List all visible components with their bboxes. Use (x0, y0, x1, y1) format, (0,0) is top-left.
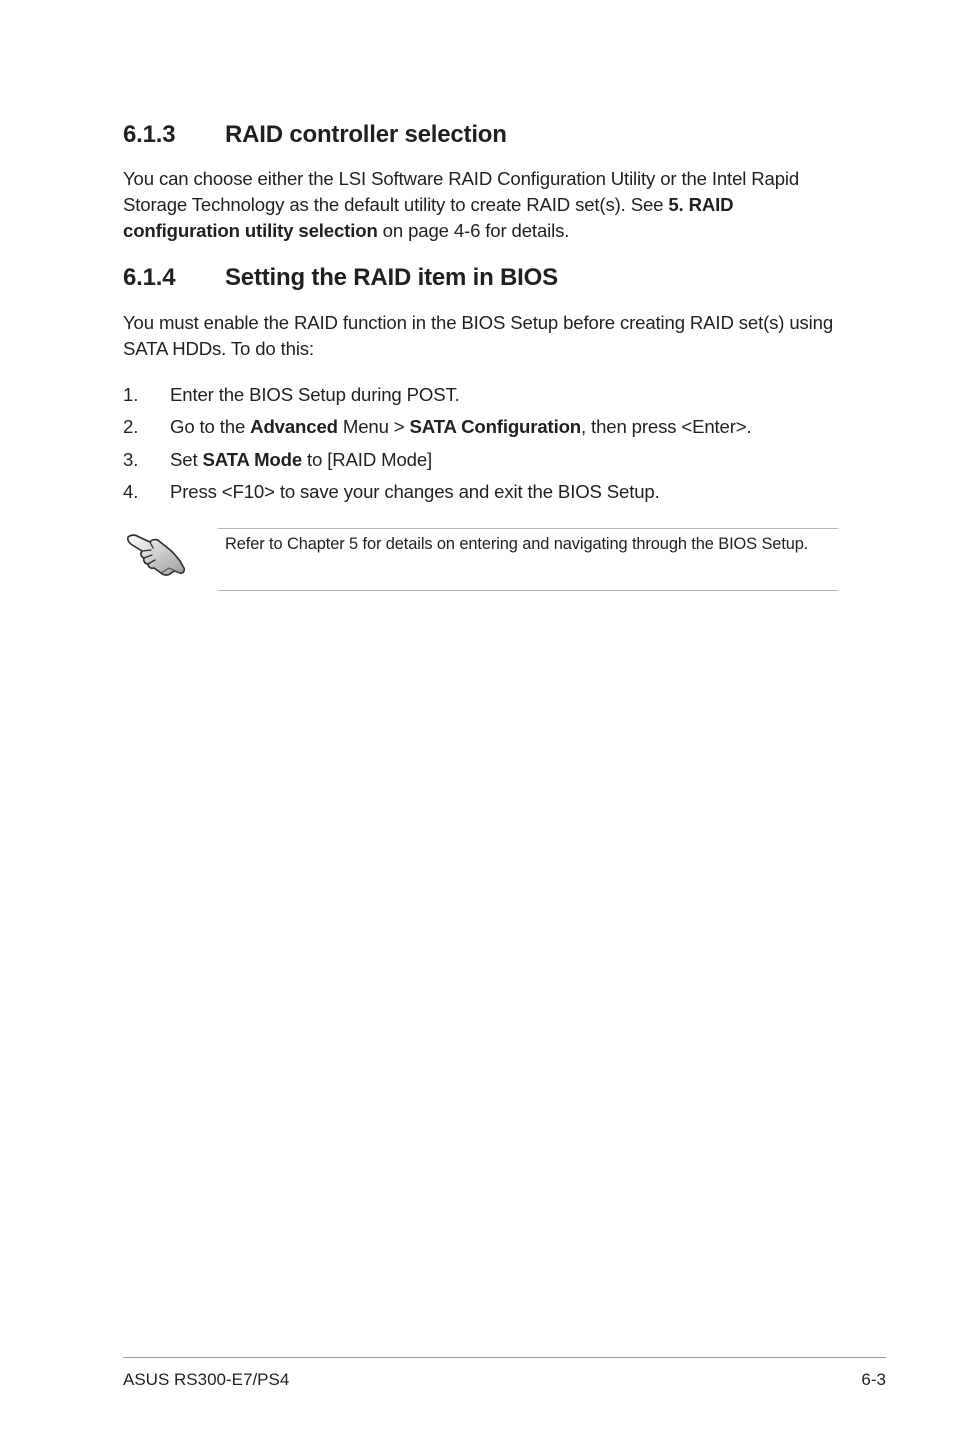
section-heading-6-1-3 (123, 121, 507, 149)
section-intro: You must enable the RAID function in the BIOS Setup before creating RAID set(s) using SATA HDDs. To do this: (123, 312, 834, 359)
step-text: Go to the (170, 416, 251, 437)
list-item-step-2 (123, 414, 838, 440)
list-item-step-4 (123, 479, 838, 505)
step-text: Set (170, 449, 203, 470)
footer-product-name: ASUS RS300-E7/PS4 (123, 1370, 290, 1389)
pointing-hand-icon (124, 528, 188, 580)
step-number: 4. (123, 481, 139, 502)
section-number: 6.1.4 (123, 264, 176, 291)
step-text: to [RAID Mode] (302, 449, 433, 470)
list-item-step-1 (123, 382, 838, 408)
section-number: 6.1.3 (123, 121, 176, 148)
setting-name: SATA Mode (202, 449, 303, 470)
step-number: 1. (123, 384, 139, 405)
step-number: 3. (123, 449, 139, 470)
note-top-divider (218, 528, 838, 529)
step-text: Press <F10> to save your changes and exit the BIOS Setup. (170, 481, 660, 502)
step-text: Enter the BIOS Setup during POST. (170, 384, 460, 405)
note-bottom-divider (218, 590, 838, 591)
step-text: Menu > (337, 416, 410, 437)
menu-name: Advanced (250, 416, 338, 437)
section-heading-6-1-4 (123, 264, 558, 292)
step-text: , then press <Enter>. (581, 416, 752, 437)
footer-page-number: 6-3 (861, 1370, 886, 1389)
paragraph-text: You can choose either the LSI Software RAID Configuration Utility or the Intel Rapid Storage Technology as the default utility to create RAID set(s). See (123, 168, 800, 215)
section-title: RAID controller selection (225, 121, 507, 148)
section-paragraph (123, 166, 838, 244)
paragraph-text: on page 4-6 for details. (377, 220, 570, 241)
menu-item-name: SATA Configuration (409, 416, 582, 437)
section-title: Setting the RAID item in BIOS (225, 264, 558, 291)
step-number: 2. (123, 416, 139, 437)
list-item-step-3 (123, 447, 838, 473)
cross-reference: 5. RAID configuration utility selection (123, 194, 734, 241)
note-text: Refer to Chapter 5 for details on entering and navigating through the BIOS Setup. (225, 535, 809, 553)
footer-divider (123, 1357, 886, 1358)
